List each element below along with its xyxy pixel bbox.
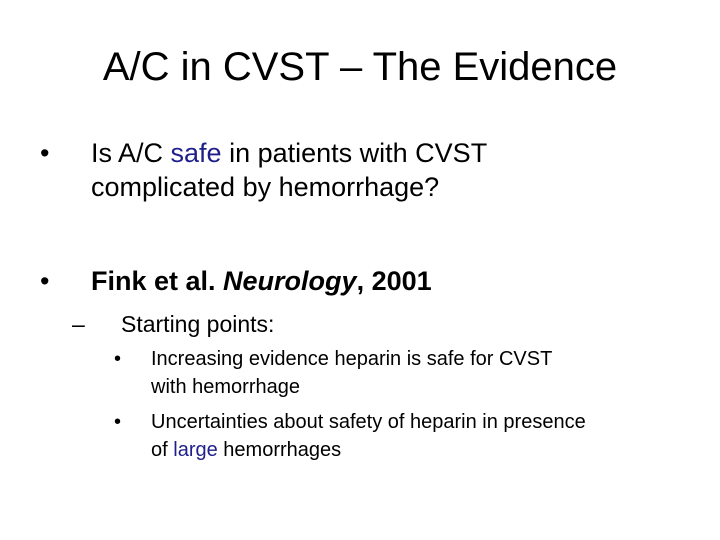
slide-title: A/C in CVST – The Evidence (102, 45, 618, 89)
bullet-text-line2: complicated by hemorrhage? (91, 172, 440, 202)
bullet-text-part: in patients with CVST (221, 138, 488, 168)
sub-sub-bullet-line1: Uncertainties about safety of heparin in presence (151, 411, 586, 433)
sub-sub-bullet-line2-part: hemorrhages (217, 439, 342, 461)
sub-bullet-text: Starting points: (121, 311, 275, 337)
bullet-text (91, 136, 651, 204)
bullet-marker: • (40, 138, 50, 168)
bullet-text-part: Is A/C (91, 138, 171, 168)
sub-bullet-marker: – (72, 311, 85, 337)
sub-sub-bullet-line2-part: of (151, 439, 174, 461)
sub-sub-bullet-text (151, 345, 691, 401)
citation-journal: Neurology (223, 266, 357, 296)
citation-text (91, 264, 651, 298)
sub-sub-bullet-marker: • (114, 411, 122, 433)
highlight-word-safe: safe (170, 138, 222, 168)
sub-sub-bullet-marker: • (114, 348, 122, 370)
sub-sub-bullet-line2: with hemorrhage (151, 376, 300, 398)
citation-authors: Fink et al. (91, 266, 224, 296)
highlight-word-large: large (173, 439, 218, 461)
sub-sub-bullet-text (151, 408, 691, 464)
bullet-marker: • (40, 266, 50, 296)
citation-year: , 2001 (356, 266, 432, 296)
sub-sub-bullet-line1: Increasing evidence heparin is safe for CVST (151, 348, 553, 370)
